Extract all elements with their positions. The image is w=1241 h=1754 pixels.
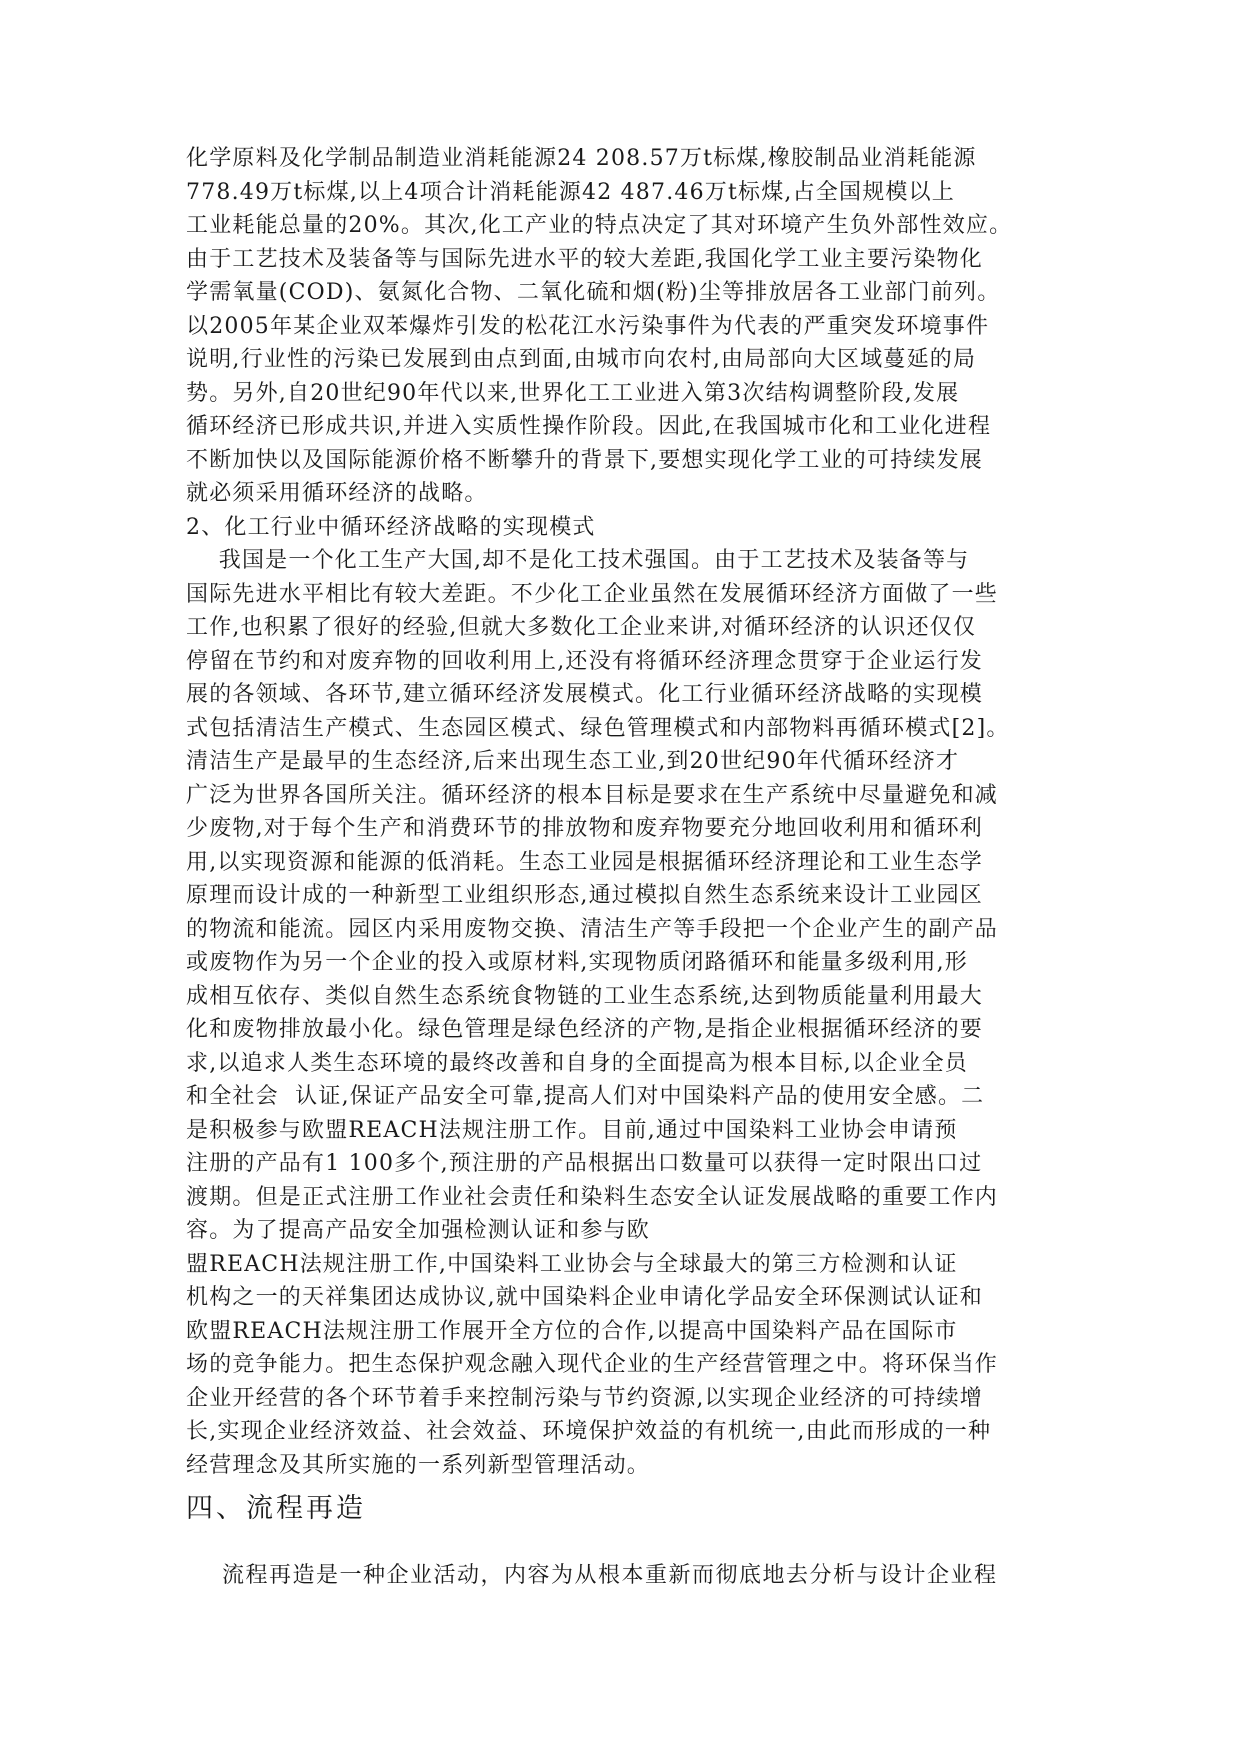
text-line: 清洁生产是最早的生态经济,后来出现生态工业,到20世纪90年代循环经济才 bbox=[186, 749, 960, 774]
text-line: 778.49万t标煤,以上4项合计消耗能源42 487.46万t标煤,占全国规模以上 bbox=[186, 179, 956, 205]
text-line: 企业开经营的各个环节着手来控制污染与节约资源,以实现企业经济的可持续增 bbox=[186, 1385, 983, 1411]
text-line: 化和废物排放最小化。绿色管理是绿色经济的产物,是指企业根据循环经济的要 bbox=[186, 1017, 983, 1042]
text-line: 欧盟REACH法规注册工作展开全方位的合作,以提高中国染料产品在国际市 bbox=[186, 1318, 958, 1344]
text-line: 注册的产品有1 100多个,预注册的产品根据出口数量可以获得一定时限出口过 bbox=[186, 1151, 983, 1176]
text-line: 化学原料及化学制品制造业消耗能源24 208.57万t标煤,橡胶制品业消耗能源 bbox=[186, 146, 977, 171]
text-line: 国际先进水平相比有较大差距。不少化工企业虽然在发展循环经济方面做了一些 bbox=[186, 581, 999, 607]
document-body bbox=[186, 142, 1056, 1482]
text-line: 展的各领域、各环节,建立循环经济发展模式。化工行业循环经济战略的实现模 bbox=[186, 682, 983, 707]
section-heading: 四、流程再造 bbox=[186, 1493, 366, 1524]
text-line: 是积极参与欧盟REACH法规注册工作。目前,通过中国染料工业协会申请预 bbox=[186, 1117, 958, 1143]
text-line: 势。另外,自20世纪90年代以来,世界化工工业进入第3次结构调整阶段,发展 bbox=[186, 380, 960, 406]
text-line: 广泛为世界各国所关注。循环经济的根本目标是要求在生产系统中尽量避免和减 bbox=[186, 782, 999, 808]
text-line: 经营理念及其所实施的一系列新型管理活动。 bbox=[186, 1452, 651, 1478]
text-line: 求,以追求人类生态环境的最终改善和自身的全面提高为根本目标,以企业全员 bbox=[186, 1050, 968, 1076]
text-line: 以2005年某企业双苯爆炸引发的松花江水污染事件为代表的严重突发环境事件 bbox=[186, 313, 990, 339]
text-line: 机构之一的天祥集团达成协议,就中国染料企业申请化学品安全环保测试认证和 bbox=[186, 1285, 983, 1310]
text-line: 循环经济已形成共识,并进入实质性操作阶段。因此,在我国城市化和工业化进程 bbox=[186, 414, 992, 439]
text-line: 停留在节约和对废弃物的回收利用上,还没有将循环经济理念贯穿于企业运行发 bbox=[186, 648, 983, 674]
text-line: 或废物作为另一个企业的投入或原材料,实现物质闭路循环和能量多级利用,形 bbox=[186, 950, 968, 975]
text-line: 学需氧量(COD)、氨氮化合物、二氧化硫和烟(粉)尘等排放居各工业部门前列。 bbox=[186, 280, 1001, 305]
text-line: 我国是一个化工生产大国,却不是化工技术强国。由于工艺技术及装备等与 bbox=[186, 548, 970, 573]
text-line: 用,以实现资源和能源的低消耗。生态工业园是根据循环经济理论和工业生态学 bbox=[186, 849, 983, 875]
text-line: 说明,行业性的污染已发展到由点到面,由城市向农村,由局部向大区域蔓延的局 bbox=[186, 347, 977, 372]
text-line: 由于工艺技术及装备等与国际先进水平的较大差距,我国化学工业主要污染物化 bbox=[186, 246, 983, 272]
text-line: 和全社会 认证,保证产品安全可靠,提高人们对中国染料产品的使用安全感。二 bbox=[186, 1084, 985, 1109]
text-line: 长,实现企业经济效益、社会效益、环境保护效益的有机统一,由此而形成的一种 bbox=[186, 1419, 992, 1444]
text-line: 式包括清洁生产模式、生态园区模式、绿色管理模式和内部物料再循环模式[2]。 bbox=[186, 715, 1010, 741]
text-line: 成相互依存、类似自然生态系统食物链的工业生态系统,达到物质能量利用最大 bbox=[186, 983, 983, 1009]
text-line: 场的竞争能力。把生态保护观念融入现代企业的生产经营管理之中。将环保当作 bbox=[186, 1352, 999, 1377]
text-line: 工业耗能总量的20%。其次,化工产业的特点决定了其对环境产生负外部性效应。 bbox=[186, 213, 1013, 238]
text-line: 工作,也积累了很好的经验,但就大多数化工企业来讲,对循环经济的认识还仅仅 bbox=[186, 615, 977, 640]
section-paragraph: 流程再造是一种企业活动，内容为从根本重新而彻底地去分析与设计企业程 bbox=[222, 1563, 998, 1588]
text-line: 原理而设计成的一种新型工业组织形态,通过模拟自然生态系统来设计工业园区 bbox=[186, 883, 983, 908]
text-line: 不断加快以及国际能源价格不断攀升的背景下,要想实现化学工业的可持续发展 bbox=[186, 447, 983, 473]
text-line: 就必须采用循环经济的战略。 bbox=[186, 481, 488, 506]
text-line: 少废物,对于每个生产和消费环节的排放物和废弃物要充分地回收利用和循环利 bbox=[186, 816, 983, 841]
subsection-heading: 2、化工行业中循环经济战略的实现模式 bbox=[186, 514, 596, 540]
text-line: 渡期。但是正式注册工作业社会责任和染料生态安全认证发展战略的重要工作内 bbox=[186, 1184, 999, 1210]
text-line: 的物流和能流。园区内采用废物交换、清洁生产等手段把一个企业产生的副产品 bbox=[186, 916, 999, 942]
text-line: 容。为了提高产品安全加强检测认证和参与欧 bbox=[186, 1218, 651, 1243]
text-line: 盟REACH法规注册工作,中国染料工业协会与全球最大的第三方检测和认证 bbox=[186, 1251, 958, 1277]
